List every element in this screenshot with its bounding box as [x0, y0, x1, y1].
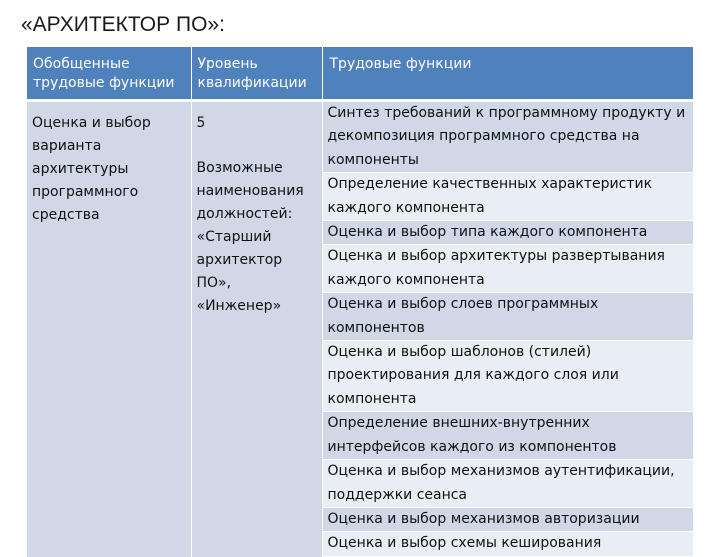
- header-generalized-functions: Обобщенные трудовые функции: [27, 47, 191, 101]
- labor-functions-cell: [322, 101, 693, 557]
- slide-title: «АРХИТЕКТОР ПО»:: [21, 13, 225, 36]
- qualification-table: [27, 47, 694, 557]
- header-labor-functions: Трудовые функции: [322, 47, 693, 101]
- labor-function-item: Синтез требований к программному продукту и декомпозиция программного средства на компоненты: [323, 102, 694, 173]
- labor-function-item: Оценка и выбор механизмов аутентификации, поддержки сеанса: [323, 460, 694, 508]
- labor-function-item: Оценка и выбор схемы кеширования: [323, 532, 694, 556]
- qualification-level-number: 5: [196, 115, 206, 131]
- table-row: [27, 101, 693, 557]
- generalized-function-cell: Оценка и выбор варианта архитектуры программного средства: [27, 101, 191, 557]
- labor-function-item: Оценка и выбор шаблонов (стилей) проектирования для каждого слоя или компонента: [323, 341, 694, 412]
- labor-function-item: Оценка и выбор слоев программных компонентов: [323, 293, 694, 341]
- labor-function-item: Оценка и выбор механизмов авторизации: [323, 508, 694, 532]
- qualification-level-cell: [191, 101, 322, 557]
- labor-function-item: Оценка и выбор типа каждого компонента: [323, 221, 694, 245]
- labor-function-item: Определение качественных характеристик каждого компонента: [323, 173, 694, 221]
- table-header-row: [27, 47, 693, 101]
- labor-function-item: Определение внешних-внутренних интерфейсов каждого из компонентов: [323, 412, 694, 460]
- labor-function-item: Оценка и выбор архитектуры развертывания каждого компонента: [323, 245, 694, 293]
- header-qualification-level: Уровень квалификации: [191, 47, 322, 101]
- position-names: Возможные наименования должностей: «Старший архитектор ПО», «Инженер»: [196, 160, 304, 314]
